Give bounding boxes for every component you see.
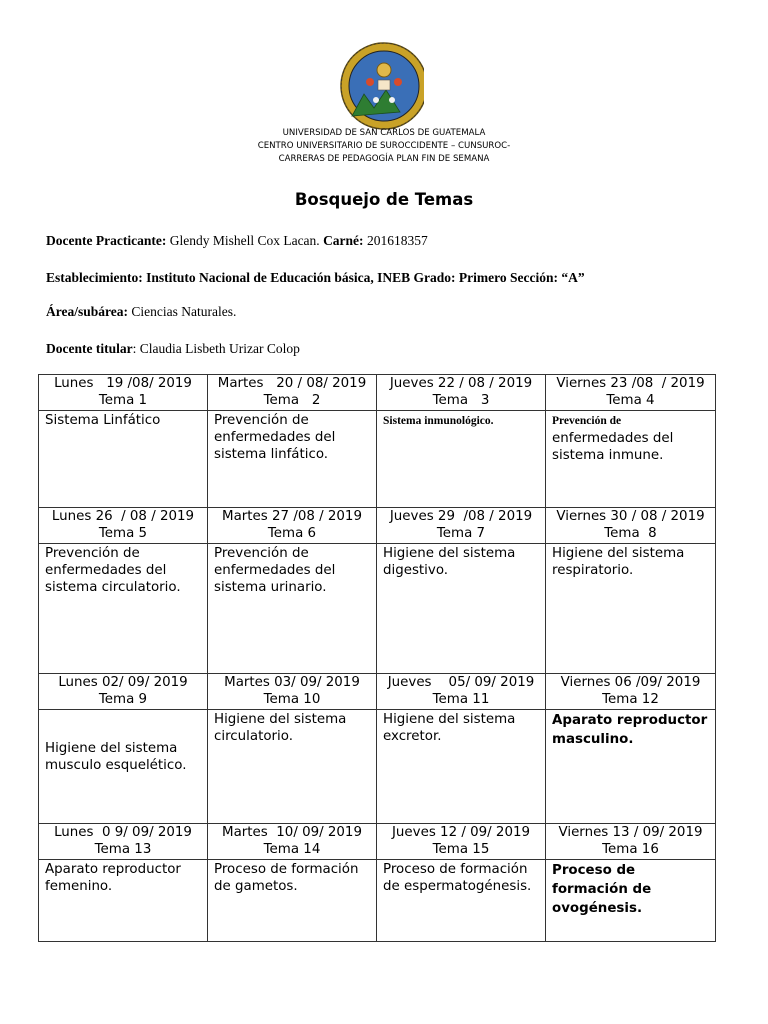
schedule-header-cell <box>208 824 377 860</box>
establecimiento-line <box>46 270 585 286</box>
header-day: Martes 20 / 08/ 2019 <box>217 376 367 391</box>
schedule-header-cell <box>546 375 716 411</box>
schedule-header-cell <box>208 375 377 411</box>
schedule-header-cell <box>39 674 208 710</box>
header-tema: Tema 3 <box>432 393 490 408</box>
header-day: Viernes 30 / 08 / 2019 <box>556 509 705 524</box>
table-row <box>39 411 716 508</box>
header-day: Lunes 0 9/ 09/ 2019 <box>54 825 192 840</box>
header-day: Martes 10/ 09/ 2019 <box>222 825 362 840</box>
topic-cell: Aparato reproductor masculino. <box>546 710 716 824</box>
header-day: Lunes 02/ 09/ 2019 <box>58 675 188 690</box>
schedule-header-cell <box>546 508 716 544</box>
topic-cell <box>546 411 716 508</box>
table-row <box>39 508 716 544</box>
header-tema: Tema 7 <box>436 526 486 541</box>
table-row <box>39 860 716 942</box>
header-tema: Tema 6 <box>267 526 317 541</box>
area-value: Ciencias Naturales. <box>128 304 237 319</box>
table-row <box>39 375 716 411</box>
topic-text: Prevención de <box>552 415 622 427</box>
header-tema: Tema 8 <box>604 526 657 541</box>
schedule-header-cell <box>377 508 546 544</box>
topic-cell: Proceso de formación de gametos. <box>208 860 377 942</box>
topic-cell: Prevención de enfermedades del sistema urinario. <box>208 544 377 674</box>
topic-text: Sistema inmunológico. <box>383 415 494 427</box>
topic-cell: Higiene del sistema respiratorio. <box>546 544 716 674</box>
institution-center: CENTRO UNIVERSITARIO DE SUROCCIDENTE – CUNSUROC- <box>257 141 511 151</box>
header-tema: Tema 9 <box>98 692 148 707</box>
header-day: Jueves 29 /08 / 2019 <box>389 509 533 524</box>
titular-label: Docente titular <box>46 341 133 356</box>
area-line <box>46 304 236 320</box>
header-day: Lunes 26 / 08 / 2019 <box>51 509 195 524</box>
header-tema: Tema 15 <box>432 842 490 857</box>
table-row <box>39 544 716 674</box>
schedule-header-cell <box>208 508 377 544</box>
institution-name: UNIVERSIDAD DE SAN CARLOS DE GUATEMALA <box>282 128 486 138</box>
carne-value: 201618357 <box>363 233 428 248</box>
header-tema: Tema 14 <box>263 842 321 857</box>
header-tema: Tema 2 <box>263 393 321 408</box>
header-day: Martes 27 /08 / 2019 <box>222 509 362 524</box>
schedule-header-cell <box>377 674 546 710</box>
schedule-header-cell <box>39 375 208 411</box>
table-row <box>39 824 716 860</box>
header-day: Viernes 06 /09/ 2019 <box>560 675 701 690</box>
schedule-header-cell <box>377 824 546 860</box>
schedule-header-cell <box>546 824 716 860</box>
topic-cell: Higiene del sistema circulatorio. <box>208 710 377 824</box>
header-tema: Tema 16 <box>602 842 659 857</box>
schedule-table <box>38 374 716 942</box>
table-row <box>39 674 716 710</box>
header-day: Lunes 19 /08/ 2019 <box>54 376 192 391</box>
topic-cell: Prevención de enfermedades del sistema circulatorio. <box>39 544 208 674</box>
header-day: Martes 03/ 09/ 2019 <box>224 675 360 690</box>
docente-practicante-line <box>46 233 428 249</box>
schedule-header-cell <box>39 824 208 860</box>
titular-value: : Claudia Lisbeth Urizar Colop <box>132 341 300 356</box>
header-tema: Tema 10 <box>263 692 321 707</box>
header-day: Jueves 22 / 08 / 2019 <box>389 376 533 391</box>
university-seal-logo <box>330 42 426 130</box>
header-day: Viernes 23 /08 / 2019 <box>556 376 705 391</box>
topic-cell: Prevención de enfermedades del sistema linfático. <box>208 411 377 508</box>
schedule-header-cell <box>208 674 377 710</box>
header-tema: Tema 4 <box>606 393 655 408</box>
table-row <box>39 710 716 824</box>
topic-cell: Higiene del sistema digestivo. <box>377 544 546 674</box>
docente-titular-line <box>46 341 300 357</box>
schedule-header-cell <box>39 508 208 544</box>
area-label: Área/subárea: <box>46 304 128 319</box>
topic-cell: Higiene del sistema musculo esquelético. <box>39 710 208 824</box>
carne-label: Carné: <box>323 233 364 248</box>
header-tema: Tema 13 <box>94 842 152 857</box>
page-title: Bosquejo de Temas <box>294 190 474 209</box>
docente-label: Docente Practicante: <box>46 233 167 248</box>
topic-cell: Sistema Linfático <box>39 411 208 508</box>
institution-program: CARRERAS DE PEDAGOGÍA PLAN FIN DE SEMANA <box>278 154 490 164</box>
header-day: Viernes 13 / 09/ 2019 <box>558 825 703 840</box>
topic-cell: Proceso de formación de ovogénesis. <box>546 860 716 942</box>
topic-cell: Aparato reproductor femenino. <box>39 860 208 942</box>
establecimiento-text: Establecimiento: Instituto Nacional de Educación básica, INEB Grado: Primero Sección: “A” <box>46 270 585 285</box>
header-tema: Tema 1 <box>98 393 148 408</box>
schedule-header-cell <box>377 375 546 411</box>
header-day: Jueves 05/ 09/ 2019 <box>387 675 535 690</box>
header-day: Jueves 12 / 09/ 2019 <box>391 825 531 840</box>
docente-value: Glendy Mishell Cox Lacan. <box>166 233 324 248</box>
header-tema: Tema 5 <box>98 526 148 541</box>
header-tema: Tema 11 <box>432 692 490 707</box>
topic-cell <box>377 411 546 508</box>
schedule-header-cell <box>546 674 716 710</box>
topic-cell: Higiene del sistema excretor. <box>377 710 546 824</box>
topic-cell: Proceso de formación de espermatogénesis. <box>377 860 546 942</box>
topic-text: enfermedades del sistema inmune. <box>552 431 674 463</box>
header-tema: Tema 12 <box>602 692 659 707</box>
